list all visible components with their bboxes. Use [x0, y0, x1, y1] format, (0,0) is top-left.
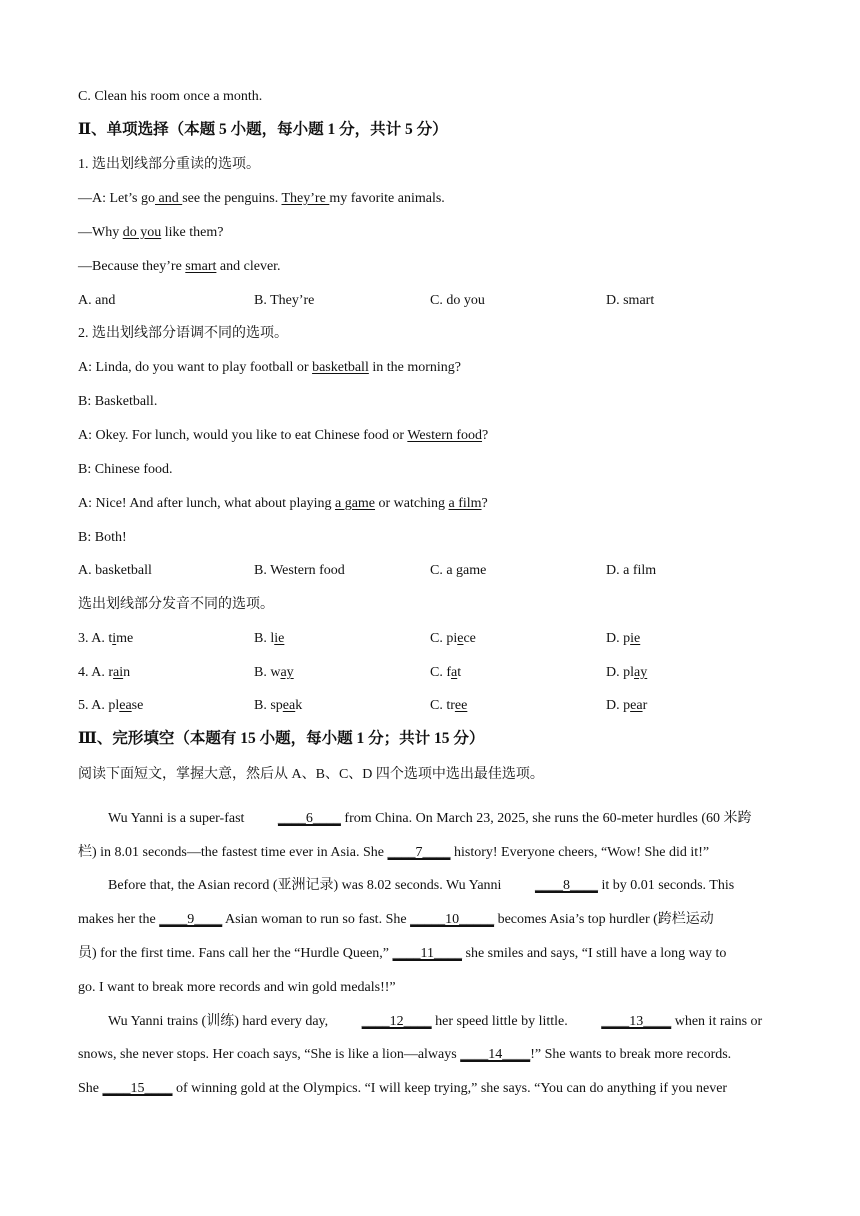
- blank-7[interactable]: ____7____: [387, 845, 451, 860]
- underlined-word: They’re: [281, 191, 330, 206]
- blank-14[interactable]: ____14____: [460, 1047, 531, 1062]
- text-segment: t: [457, 665, 462, 680]
- underlined-word: Western food: [407, 428, 483, 443]
- q2-dialogue-line-1: [78, 359, 792, 377]
- text-segment: r: [642, 698, 648, 713]
- text-segment: when it rains or: [671, 1014, 763, 1029]
- section-3-instruction: 阅读下面短文，掌握大意，然后从 A、B、C、D 四个选项中选出最佳选项。: [78, 767, 544, 782]
- q2-dialogue-line-4: B: Chinese food.: [78, 462, 173, 477]
- text-segment: She: [78, 1081, 103, 1096]
- text-segment: D. p: [606, 631, 631, 646]
- text-segment: 3. A. t: [78, 631, 113, 646]
- text-segment: Wu Yanni trains (训练) hard every day,: [108, 1014, 332, 1029]
- previous-option-c: C. Clean his room once a month.: [78, 89, 263, 104]
- text-segment: becomes Asia’s top hurdler (跨栏运动: [494, 912, 714, 927]
- q3-option-b[interactable]: [254, 630, 284, 648]
- blank-6[interactable]: ____6____: [277, 811, 341, 826]
- text-segment: D. pl: [606, 665, 634, 680]
- q1-option-b[interactable]: B. They’re: [254, 293, 315, 308]
- q1-option-d[interactable]: D. smart: [606, 293, 655, 308]
- text-segment: —Why: [78, 225, 123, 240]
- text-segment: A: Okey. For lunch, would you like to eat Chinese food or: [78, 428, 408, 443]
- q5-option-b[interactable]: [254, 697, 302, 715]
- q2-dialogue-line-6: B: Both!: [78, 530, 127, 545]
- text-segment: —Because they’re: [78, 259, 186, 274]
- underlined-word: a film: [448, 496, 482, 511]
- q4-option-d[interactable]: [606, 664, 647, 682]
- q2-option-d[interactable]: D. a film: [606, 563, 657, 578]
- text-segment: D. p: [606, 698, 631, 713]
- q1-dialogue-line-3: [78, 258, 792, 276]
- text-segment: snows, she never stops. Her coach says, “She is like a lion—always: [78, 1047, 461, 1062]
- q2-option-b[interactable]: B. Western food: [254, 563, 345, 578]
- text-segment: from China. On March 23, 2025, she runs the 60-meter hurdles (60 米跨: [340, 811, 752, 826]
- q1-dialogue-line-2: [78, 224, 792, 242]
- text-segment: C. pi: [430, 631, 458, 646]
- underlined-letters: ie: [274, 631, 285, 646]
- q1-prompt: 1. 选出划线部分重读的选项。: [78, 157, 260, 172]
- text-segment: me: [116, 631, 134, 646]
- text-segment: or watching: [375, 496, 449, 511]
- blank-10[interactable]: _____10_____: [410, 912, 495, 927]
- passage-line: [78, 945, 792, 963]
- underlined-word: do you: [122, 225, 162, 240]
- passage-line: [78, 844, 792, 862]
- underlined-letters: ea: [119, 698, 132, 713]
- text-segment: k: [295, 698, 303, 713]
- text-segment: ?: [482, 428, 489, 443]
- text-segment: 栏) in 8.01 seconds—the fastest time ever in Asia. She: [78, 845, 388, 860]
- text-segment: A: Linda, do you want to play football or: [78, 360, 313, 375]
- text-segment: her speed little by little.: [431, 1014, 572, 1029]
- passage-line: [78, 1046, 792, 1064]
- text-segment: B. sp: [254, 698, 283, 713]
- passage-line: [78, 877, 792, 895]
- underlined-letters: ea: [282, 698, 296, 713]
- underlined-letters: ie: [630, 631, 641, 646]
- blank-12[interactable]: ____12____: [361, 1014, 432, 1029]
- q5-option-d[interactable]: [606, 697, 647, 715]
- underlined-word: smart: [185, 259, 217, 274]
- text-segment: C. tr: [430, 698, 455, 713]
- q1-option-a[interactable]: A. and: [78, 293, 116, 308]
- q2-option-a[interactable]: A. basketball: [78, 563, 152, 578]
- text-segment: C. f: [430, 665, 451, 680]
- text-segment: B. l: [254, 631, 275, 646]
- q5-option-a[interactable]: [78, 697, 143, 715]
- text-segment: ce: [463, 631, 476, 646]
- text-segment: B. w: [254, 665, 281, 680]
- q2-dialogue-line-5: [78, 495, 792, 513]
- blank-11[interactable]: ____11____: [392, 946, 462, 961]
- text-segment: Before that, the Asian record (亚洲记录) was 8.02 seconds. Wu Yanni: [108, 878, 505, 893]
- text-segment: and clever.: [216, 259, 281, 274]
- underlined-letters: ay: [280, 665, 294, 680]
- q1-option-c[interactable]: C. do you: [430, 293, 485, 308]
- passage-line: [78, 810, 792, 828]
- text-segment: se: [131, 698, 144, 713]
- underlined-word: and: [155, 191, 183, 206]
- underlined-letters: ai: [113, 665, 124, 680]
- text-segment: my favorite animals.: [329, 191, 445, 206]
- text-segment: see the penguins.: [182, 191, 282, 206]
- q3-option-a[interactable]: [78, 630, 133, 648]
- underlined-letters: ea: [630, 698, 643, 713]
- blank-9[interactable]: ____9____: [159, 912, 223, 927]
- q4-option-a[interactable]: [78, 664, 130, 682]
- underlined-word: basketball: [312, 360, 369, 375]
- text-segment: she smiles and says, “I still have a long way to: [462, 946, 727, 961]
- q4-option-c[interactable]: [430, 664, 461, 682]
- blank-15[interactable]: ____15____: [102, 1081, 173, 1096]
- text-segment: 4. A. r: [78, 665, 113, 680]
- text-segment: A: Nice! And after lunch, what about playing: [78, 496, 335, 511]
- text-segment: makes her the: [78, 912, 160, 927]
- q2-dialogue-line-2: B: Basketball.: [78, 394, 158, 409]
- q2-option-c[interactable]: C. a game: [430, 563, 487, 578]
- text-segment: history! Everyone cheers, “Wow! She did it!”: [450, 845, 710, 860]
- q3-option-c[interactable]: [430, 630, 476, 648]
- section-3-heading: Ⅲ、完形填空（本题有 15 小题，每小题 1 分；共计 15 分）: [78, 730, 485, 747]
- passage-line: [78, 911, 792, 929]
- passage-line: go. I want to break more records and win gold medals!!”: [78, 980, 396, 995]
- underlined-letters: a: [451, 665, 458, 680]
- text-segment: n: [123, 665, 131, 680]
- underlined-letters: e: [457, 631, 464, 646]
- text-segment: like them?: [161, 225, 224, 240]
- q4-option-b[interactable]: [254, 664, 294, 682]
- passage-line: [78, 1080, 792, 1098]
- text-segment: —A: Let’s go: [78, 191, 155, 206]
- blank-13[interactable]: ____13____: [601, 1014, 672, 1029]
- text-segment: ?: [481, 496, 488, 511]
- text-segment: Asian woman to run so fast. She: [222, 912, 411, 927]
- pronunciation-prompt: 选出划线部分发音不同的选项。: [78, 597, 274, 612]
- blank-8[interactable]: ____8____: [534, 878, 598, 893]
- underlined-word: a game: [334, 496, 376, 511]
- text-segment: 5. A. pl: [78, 698, 120, 713]
- underlined-letters: i: [112, 631, 117, 646]
- text-segment: !” She wants to break more records.: [530, 1047, 732, 1062]
- underlined-letters: ay: [634, 665, 648, 680]
- q2-prompt: 2. 选出划线部分语调不同的选项。: [78, 326, 288, 341]
- q1-dialogue-line-1: [78, 190, 792, 208]
- text-segment: it by 0.01 seconds. This: [597, 878, 735, 893]
- text-segment: Wu Yanni is a super-fast: [108, 811, 248, 826]
- underlined-letters: ee: [454, 698, 468, 713]
- section-2-heading: Ⅱ、单项选择（本题 5 小题，每小题 1 分，共计 5 分）: [78, 121, 448, 138]
- q3-option-d[interactable]: [606, 630, 640, 648]
- text-segment: of winning gold at the Olympics. “I will keep trying,” she says. “You can do anything if you never: [172, 1081, 728, 1096]
- text-segment: in the morning?: [368, 360, 461, 375]
- q5-option-c[interactable]: [430, 697, 467, 715]
- text-segment: 员) for the first time. Fans call her the “Hurdle Queen,”: [78, 946, 393, 961]
- passage-line: [78, 1013, 792, 1031]
- q2-dialogue-line-3: [78, 427, 792, 445]
